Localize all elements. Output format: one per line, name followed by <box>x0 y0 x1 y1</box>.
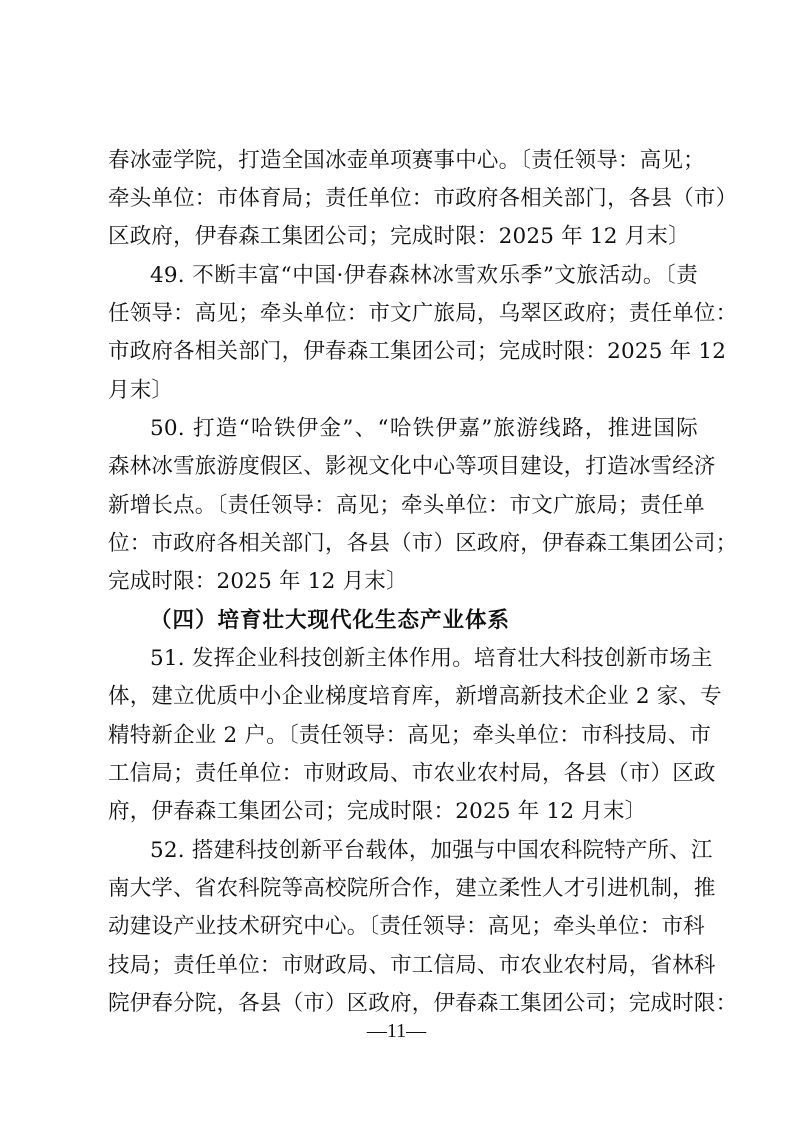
text-line: 任领导：高见；牵头单位：市文广旅局，乌翠区政府；责任单位： <box>108 301 738 326</box>
text-line: 体，建立优质中小企业梯度培育库，新增高新技术企业 2 家、专 <box>108 684 722 709</box>
text-line: 市政府各相关部门，伊春森工集团公司；完成时限：2025 年 12 <box>108 339 727 364</box>
text-line: 春冰壶学院，打造全国冰壶单项赛事中心。〔责任领导：高见； <box>108 148 705 173</box>
text-line: 位：市政府各相关部门，各县（市）区政府，伊春森工集团公司； <box>108 531 738 556</box>
text-line: 49. 不断丰富“中国·伊春森林冰雪欢乐季”文旅活动。〔责 <box>150 263 698 288</box>
text-line: 精特新企业 2 户。〔责任领导：高见；牵头单位：市科技局、市 <box>108 723 712 748</box>
text-line: 森林冰雪旅游度假区、影视文化中心等项目建设，打造冰雪经济 <box>108 454 716 479</box>
text-line: 区政府，伊春森工集团公司；完成时限：2025 年 12 月末〕 <box>108 224 690 249</box>
section-heading: （四）培育壮大现代化生态产业体系 <box>150 608 511 633</box>
text-line: 工信局；责任单位：市财政局、市农业农村局，各县（市）区政 <box>108 761 716 786</box>
text-line: 50. 打造“哈铁伊金”、“哈铁伊嘉”旅游线路，推进国际 <box>150 416 698 441</box>
text-line: 技局；责任单位：市财政局、市工信局、市农业农村局，省林科 <box>108 953 716 978</box>
text-line: 51. 发挥企业科技创新主体作用。培育壮大科技创新市场主 <box>150 646 713 671</box>
text-line: 新增长点。〔责任领导：高见；牵头单位：市文广旅局；责任单 <box>108 493 705 518</box>
page-number: —11— <box>366 1020 427 1042</box>
text-line: 完成时限：2025 年 12 月末〕 <box>108 569 408 594</box>
text-line: 南大学、省农科院等高校院所合作，建立柔性人才引进机制，推 <box>108 876 716 901</box>
text-line: 院伊春分院，各县（市）区政府，伊春森工集团公司；完成时限： <box>108 991 738 1016</box>
text-line: 52. 搭建科技创新平台载体，加强与中国农科院特产所、江 <box>150 838 713 863</box>
text-line: 府，伊春森工集团公司；完成时限：2025 年 12 月末〕 <box>108 799 647 824</box>
text-line: 牵头单位：市体育局；责任单位：市政府各相关部门，各县（市） <box>108 186 738 211</box>
text-line: 动建设产业技术研究中心。〔责任领导：高见；牵头单位：市科 <box>108 914 705 939</box>
text-line: 月末〕 <box>108 378 174 403</box>
